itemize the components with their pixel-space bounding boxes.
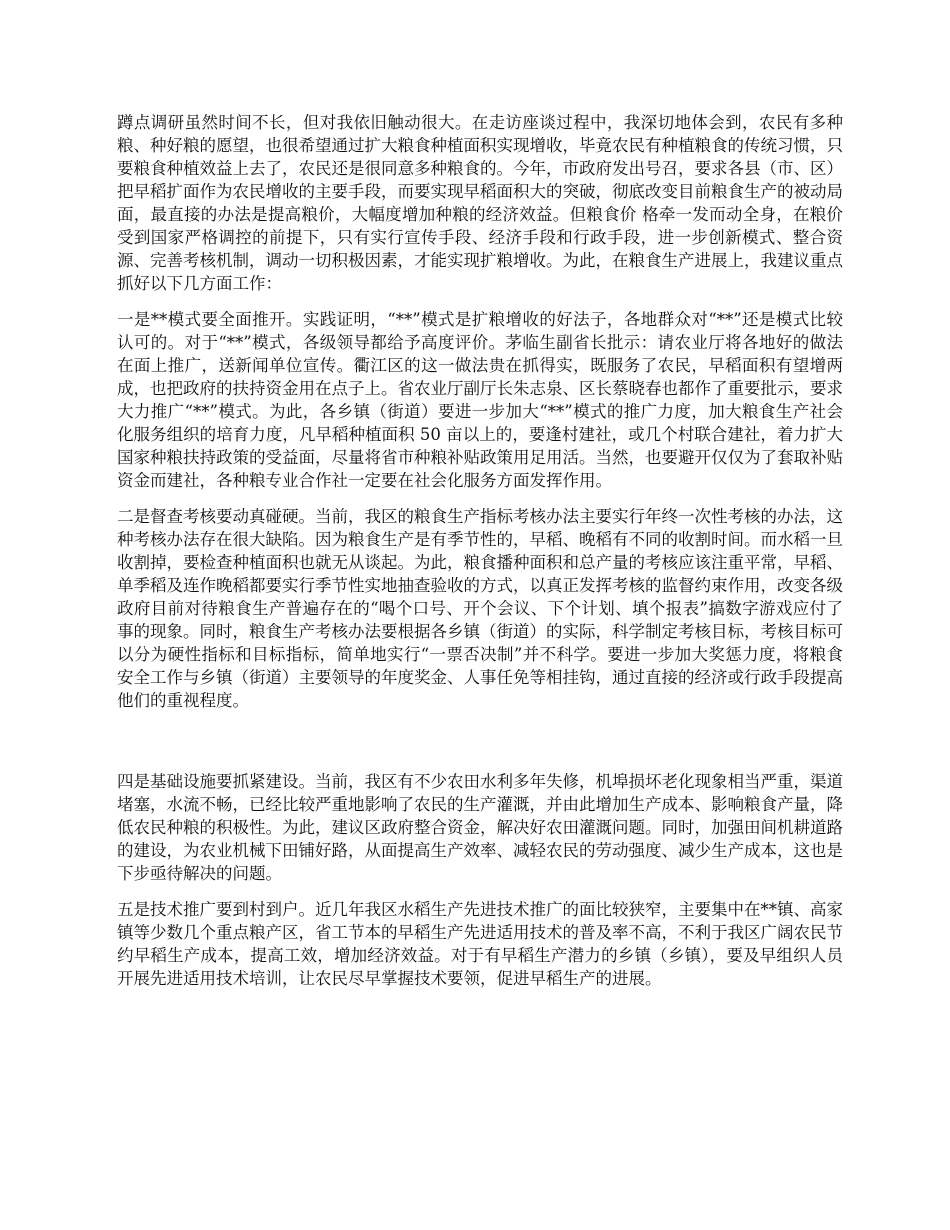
paragraph-point-two: 二是督查考核要动真碰硬。当前，我区的粮食生产指标考核办法主要实行年终一次性考核的办法，这种考核办法存在很大缺陷。因为粮食生产是有季节性的，早稻、晚稻有不同的收割时间。而水稻一旦收割掉，要检查种植面积也就无从谈起。为此，粮食播种面积和总产量的考核应该注重平常，早稻、单季稻及连作晚稻都要实行季节性实地抽查验收的方式，以真正发挥考核的监督约束作用，改变各级政府目前对待粮食生产普遍存在的“喝个口号、开个会议、下个计划、填个报表”搞数字游戏应付了事的现象。同时，粮食生产考核办法要根据各乡镇（街道）的实际，科学制定考核目标，考核目标可以分为硬性指标和目标指标，简单地实行“一票否决制”并不科学。要进一步加大奖惩力度，将粮食安全工作与乡镇（街道）主要领导的年度奖金、人事任免等相挂钩，通过直接的经济或行政手段提高他们的重视程度。 <box>117 507 843 710</box>
paragraph-point-five: 五是技术推广要到村到户。近几年我区水稻生产先进技术推广的面比较狭窄，主要集中在**镇、高家镇等少数几个重点粮产区，省工节本的早稻生产先进适用技术的普及率不高，不利于我区广阔农民节约早稻生产成本，提高工效，增加经济效益。对于有早稻生产潜力的乡镇（乡镇），要及早组织人员开展先进适用技术培训，让农民尽早掌握技术要领，促进早稻生产的进展。 <box>117 900 843 988</box>
paragraph-intro: 蹲点调研虽然时间不长，但对我依旧触动很大。在走访座谈过程中，我深切地体会到，农民有多种粮、种好粮的愿望，也很希望通过扩大粮食种植面积实现增收，毕竟农民有种植粮食的传统习惯，只要粮食种植效益上去了，农民还是很同意多种粮食的。今年，市政府发出号召，要求各县（市、区）把早稻扩面作为农民增收的主要手段，而要实现早稻面积大的突破，彻底改变目前粮食生产的被动局面，最直接的办法是提高粮价，大幅度增加种粮的经济效益。但粮食价 格牵一发而动全身，在粮价受到国家严格调控的前提下，只有实行宣传手段、经济手段和行政手段，进一步创新模式、整合资源、完善考核机制，调动一切积极因素，才能实现扩粮增收。为此，在粮食生产进展上，我建议重点抓好以下几方面工作： <box>117 113 843 293</box>
paragraph-point-four: 四是基础设施要抓紧建设。当前，我区有不少农田水利多年失修，机埠损坏老化现象相当严重，渠道堵塞，水流不畅，已经比较严重地影响了农民的生产灌溉，并由此增加生产成本、影响粮食产量，降低农民种粮的积极性。为此，建议区政府整合资金，解决好农田灌溉问题。同时，加强田间机耕道路的建设，为农业机械下田铺好路，从面提高生产效率、减轻农民的劳动强度、减少生产成本，这也是下步亟待解决的问题。 <box>117 772 843 883</box>
document-body <box>117 111 843 1003</box>
paragraph-point-one: 一是**模式要全面推开。实践证明，“**”模式是扩粮增收的好法子，各地群众对“**”还是模式比较认可的。对于“**”模式，各级领导都给予高度评价。茅临生副省长批示：请农业厅将各地好的做法在面上推广，送新闻单位宣传。衢江区的这一做法贵在抓得实，既服务了农民，早稻面积有望增两成，也把政府的扶持资金用在点子上。省农业厅副厅长朱志泉、区长蔡晓春也都作了重要批示，要求大力推广“**”模式。为此，各乡镇（街道）要进一步加大“**”模式的推广力度，加大粮食生产社会化服务组织的培育力度，凡早稻种植面积 50 亩以上的，要逢村建社，或几个村联合建社，着力扩大国家种粮扶持政策的受益面，尽量将省市种粮补贴政策用足用活。当然，也要避开仅仅为了套取补贴资金而建社，各种粮专业合作社一定要在社会化服务方面发挥作用。 <box>117 310 843 490</box>
